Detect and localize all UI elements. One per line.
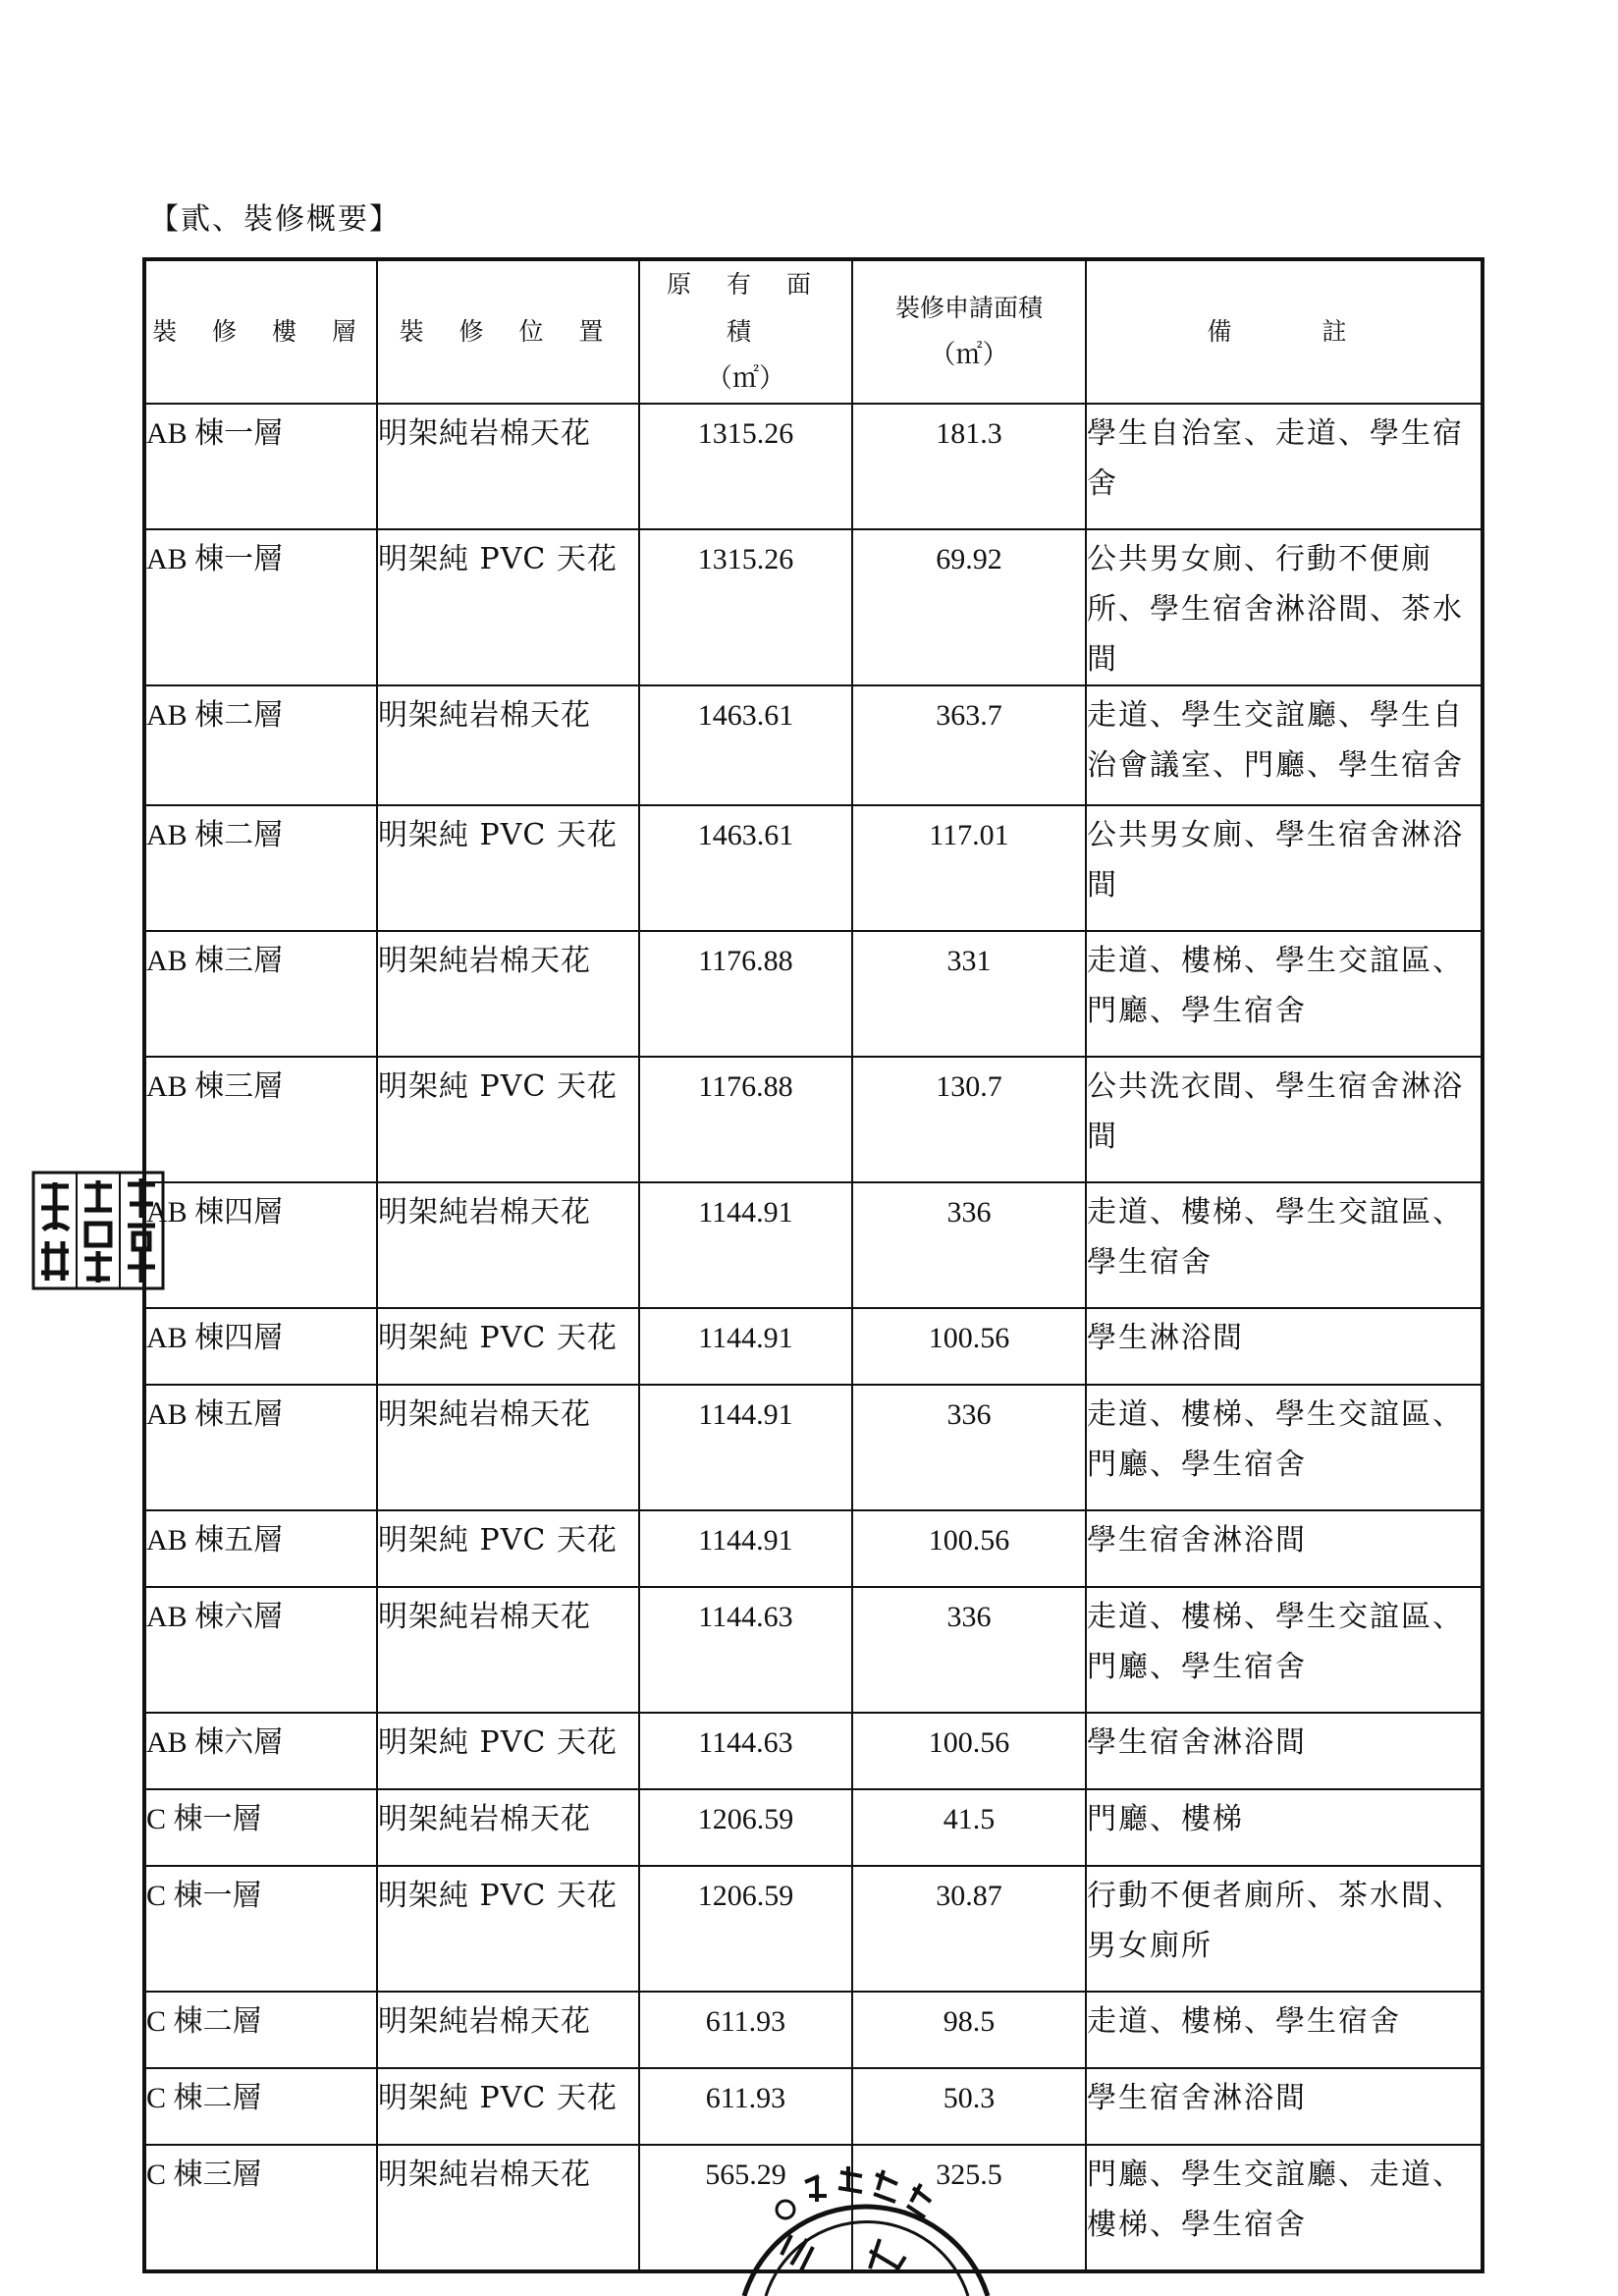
- table-row: [144, 1182, 1483, 1308]
- cell-remarks: 公共洗衣間、學生宿舍淋浴間: [1086, 1057, 1483, 1182]
- cell-location: 明架純岩棉天花: [377, 1789, 639, 1866]
- cell-location: 明架純岩棉天花: [377, 1385, 639, 1510]
- table-header-row: [144, 259, 1483, 404]
- signature-seal-stamp: [31, 1169, 165, 1292]
- cell-original-area: 1144.91: [639, 1182, 852, 1308]
- cell-floor: AB 棟三層: [144, 1057, 377, 1182]
- table-row: [144, 1308, 1483, 1385]
- cell-original-area: 1206.59: [639, 1866, 852, 1992]
- cell-applied-area: 336: [852, 1587, 1086, 1713]
- cell-location: 明架純岩棉天花: [377, 685, 639, 805]
- cell-original-area: 1144.63: [639, 1587, 852, 1713]
- table-row: [144, 404, 1483, 529]
- cell-applied-area: 50.3: [852, 2068, 1086, 2145]
- cell-remarks: 走道、樓梯、學生宿舍: [1086, 1992, 1483, 2068]
- cell-applied-area: 331: [852, 931, 1086, 1057]
- cell-original-area: 611.93: [639, 2068, 852, 2145]
- header-remarks: 備 註: [1086, 259, 1483, 404]
- renovation-summary-table: [142, 257, 1484, 2273]
- cell-applied-area: 69.92: [852, 529, 1086, 685]
- cell-original-area: 565.29: [639, 2145, 852, 2271]
- table-row: [144, 529, 1483, 685]
- cell-applied-area: 181.3: [852, 404, 1086, 529]
- cell-floor: AB 棟四層: [144, 1182, 377, 1308]
- cell-floor: AB 棟四層: [144, 1308, 377, 1385]
- cell-floor: C 棟二層: [144, 2068, 377, 2145]
- cell-remarks: 公共男女廁、學生宿舍淋浴間: [1086, 805, 1483, 931]
- cell-floor: AB 棟三層: [144, 931, 377, 1057]
- cell-applied-area: 363.7: [852, 685, 1086, 805]
- cell-remarks: 公共男女廁、行動不便廁所、學生宿舍淋浴間、茶水間: [1086, 529, 1483, 685]
- cell-remarks: 走道、樓梯、學生交誼區、門廳、學生宿舍: [1086, 1385, 1483, 1510]
- cell-remarks: 學生宿舍淋浴間: [1086, 2068, 1483, 2145]
- cell-remarks: 行動不便者廁所、茶水間、男女廁所: [1086, 1866, 1483, 1992]
- cell-original-area: 1315.26: [639, 404, 852, 529]
- cell-original-area: 611.93: [639, 1992, 852, 2068]
- cell-location: 明架純 PVC 天花: [377, 1308, 639, 1385]
- cell-remarks: 學生淋浴間: [1086, 1308, 1483, 1385]
- cell-original-area: 1463.61: [639, 685, 852, 805]
- cell-remarks: 學生宿舍淋浴間: [1086, 1713, 1483, 1789]
- cell-floor: AB 棟一層: [144, 529, 377, 685]
- cell-applied-area: 325.5: [852, 2145, 1086, 2271]
- cell-location: 明架純 PVC 天花: [377, 529, 639, 685]
- cell-location: 明架純岩棉天花: [377, 404, 639, 529]
- cell-floor: AB 棟五層: [144, 1385, 377, 1510]
- header-applied-area: 裝修申請面積 （㎡）: [852, 259, 1086, 404]
- cell-original-area: 1144.91: [639, 1510, 852, 1587]
- cell-location: 明架純 PVC 天花: [377, 1510, 639, 1587]
- cell-location: 明架純岩棉天花: [377, 931, 639, 1057]
- cell-remarks: 走道、樓梯、學生交誼區、門廳、學生宿舍: [1086, 1587, 1483, 1713]
- cell-location: 明架純岩棉天花: [377, 2145, 639, 2271]
- table-row: [144, 1866, 1483, 1992]
- table-row: [144, 805, 1483, 931]
- cell-original-area: 1176.88: [639, 931, 852, 1057]
- cell-remarks: 走道、樓梯、學生交誼區、學生宿舍: [1086, 1182, 1483, 1308]
- cell-remarks: 門廳、樓梯: [1086, 1789, 1483, 1866]
- header-location: 裝 修 位 置: [377, 259, 639, 404]
- cell-floor: AB 棟六層: [144, 1587, 377, 1713]
- cell-floor: C 棟一層: [144, 1866, 377, 1992]
- cell-original-area: 1144.91: [639, 1308, 852, 1385]
- table-row: [144, 1385, 1483, 1510]
- cell-applied-area: 100.56: [852, 1510, 1086, 1587]
- cell-location: 明架純 PVC 天花: [377, 2068, 639, 2145]
- cell-applied-area: 41.5: [852, 1789, 1086, 1866]
- cell-floor: AB 棟一層: [144, 404, 377, 529]
- section-heading: 【貳、裝修概要】: [149, 202, 401, 237]
- cell-applied-area: 100.56: [852, 1308, 1086, 1385]
- cell-floor: AB 棟二層: [144, 685, 377, 805]
- cell-original-area: 1463.61: [639, 805, 852, 931]
- cell-original-area: 1176.88: [639, 1057, 852, 1182]
- cell-remarks: 走道、樓梯、學生交誼區、門廳、學生宿舍: [1086, 931, 1483, 1057]
- cell-floor: C 棟二層: [144, 1992, 377, 2068]
- cell-original-area: 1315.26: [639, 529, 852, 685]
- cell-remarks: 走道、學生交誼廳、學生自治會議室、門廳、學生宿舍: [1086, 685, 1483, 805]
- cell-location: 明架純 PVC 天花: [377, 1057, 639, 1182]
- cell-original-area: 1206.59: [639, 1789, 852, 1866]
- table-row: [144, 1057, 1483, 1182]
- cell-location: 明架純 PVC 天花: [377, 1866, 639, 1992]
- cell-applied-area: 117.01: [852, 805, 1086, 931]
- cell-location: 明架純 PVC 天花: [377, 805, 639, 931]
- cell-location: 明架純岩棉天花: [377, 1587, 639, 1713]
- cell-applied-area: 30.87: [852, 1866, 1086, 1992]
- cell-location: 明架純岩棉天花: [377, 1182, 639, 1308]
- cell-remarks: 門廳、學生交誼廳、走道、樓梯、學生宿舍: [1086, 2145, 1483, 2271]
- table-row: [144, 685, 1483, 805]
- cell-location: 明架純岩棉天花: [377, 1992, 639, 2068]
- table-row: [144, 1992, 1483, 2068]
- header-original-area: 原 有 面 積 （㎡）: [639, 259, 852, 404]
- table-row: [144, 1713, 1483, 1789]
- cell-original-area: 1144.91: [639, 1385, 852, 1510]
- cell-applied-area: 130.7: [852, 1057, 1086, 1182]
- table-row: [144, 2068, 1483, 2145]
- cell-applied-area: 336: [852, 1385, 1086, 1510]
- cell-remarks: 學生自治室、走道、學生宿舍: [1086, 404, 1483, 529]
- cell-floor: AB 棟六層: [144, 1713, 377, 1789]
- cell-applied-area: 98.5: [852, 1992, 1086, 2068]
- cell-applied-area: 100.56: [852, 1713, 1086, 1789]
- official-seal-stamp: [723, 2157, 1007, 2296]
- cell-floor: C 棟一層: [144, 1789, 377, 1866]
- table-row: [144, 1510, 1483, 1587]
- cell-location: 明架純 PVC 天花: [377, 1713, 639, 1789]
- table-row: [144, 931, 1483, 1057]
- header-floor: 裝 修 樓 層: [144, 259, 377, 404]
- cell-remarks: 學生宿舍淋浴間: [1086, 1510, 1483, 1587]
- cell-applied-area: 336: [852, 1182, 1086, 1308]
- cell-floor: C 棟三層: [144, 2145, 377, 2271]
- cell-floor: AB 棟五層: [144, 1510, 377, 1587]
- table-row: [144, 1789, 1483, 1866]
- table-row: [144, 1587, 1483, 1713]
- cell-original-area: 1144.63: [639, 1713, 852, 1789]
- cell-floor: AB 棟二層: [144, 805, 377, 931]
